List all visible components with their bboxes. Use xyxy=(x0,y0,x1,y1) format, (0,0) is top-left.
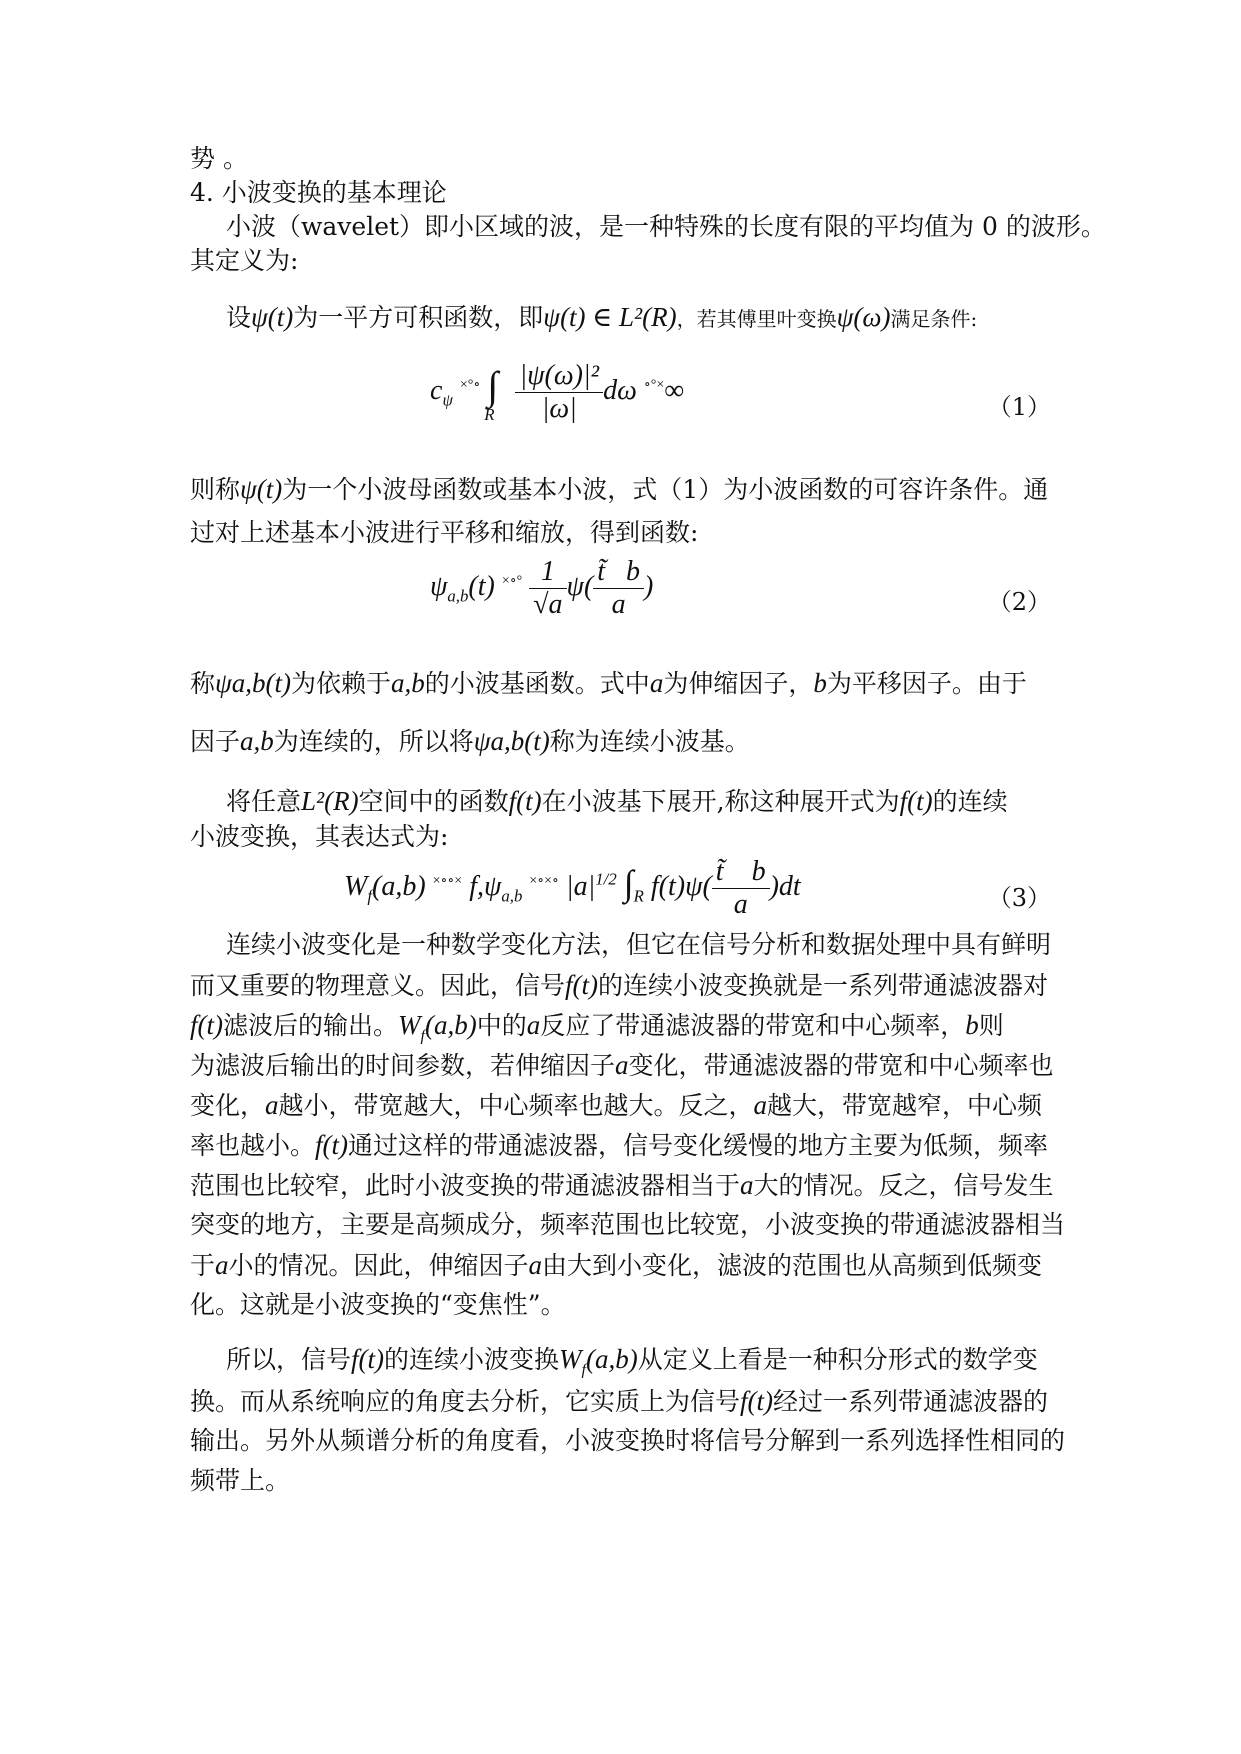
math-inline: a xyxy=(649,668,664,698)
math-inline: b xyxy=(813,668,827,698)
math-inline: f(t) xyxy=(351,1344,385,1374)
math-inline: f(t) xyxy=(740,1386,774,1416)
text-run: 的小波基函数。式中 xyxy=(424,669,650,698)
math-inline: f(t) xyxy=(315,1130,349,1160)
math-inline: L²(R) xyxy=(301,786,359,816)
paragraph-line xyxy=(190,1128,1050,1163)
math-inline: b xyxy=(965,1010,979,1040)
text-run: 率也越小。 xyxy=(190,1131,316,1160)
text-run: 的连续 xyxy=(932,787,1008,816)
eq-denominator: a xyxy=(733,889,748,920)
text-run: 变化，带通滤波器的带宽和中心频率也 xyxy=(628,1051,1054,1080)
text-run: 反应了带通滤波器的带宽和中心频率， xyxy=(540,1011,966,1040)
eq-function: ψ( xyxy=(566,570,594,602)
text-run: 所以，信号 xyxy=(226,1345,352,1374)
equation-number: （1） xyxy=(987,393,1051,421)
paragraph-line: 小波（wavelet）即小区域的波，是一种特殊的长度有限的平均值为 0 的波形。 xyxy=(226,212,1106,241)
math-inline: a xyxy=(265,1090,279,1120)
eq-numerator: 1 xyxy=(529,556,566,589)
eq-exponent: 1/2 xyxy=(595,869,617,889)
text-run: 由大到小变化，滤波的范围也从高频到低频变 xyxy=(542,1251,1043,1280)
equation-2: $\psi_{a,b}(t)$ ×∘° $\frac{1}{√a}$ ψ( $\frac{t̃ b}{a}$ ) xyxy=(430,556,654,620)
eq-argument: (a,b) xyxy=(372,870,426,902)
math-inline: ψa,b(t) xyxy=(215,668,292,698)
text-run: 为连续的，所以将 xyxy=(273,727,474,756)
equation-number: （3） xyxy=(987,884,1051,912)
text-run: 则称 xyxy=(190,475,241,504)
paragraph-line xyxy=(190,1248,1050,1283)
equation-1: $c_\psi$ ×°∘ $\int_R$ $\frac{\text{|ψ(ω)|²}}{|\omega|}$ dω ∘°×∞ xyxy=(430,360,685,424)
eq-denominator: a xyxy=(611,589,626,620)
text-run: 大的情况。反之，信号发生 xyxy=(753,1171,1054,1200)
text-run: 小的情况。因此，伸缩因子 xyxy=(228,1251,529,1280)
paragraph-line xyxy=(190,1168,1054,1203)
eq-inner-product: f,ψ xyxy=(469,870,502,902)
text-run: 空间中的函数 xyxy=(358,787,509,816)
text-run: 称为连续小波基。 xyxy=(549,727,750,756)
math-inline: ψa,b(t) xyxy=(473,726,550,756)
paragraph-fragment: 势 。 xyxy=(190,144,248,173)
paragraph-line xyxy=(190,724,1050,759)
text-run: 从定义上看是一种积分形式的数学变 xyxy=(637,1345,1038,1374)
paragraph-line xyxy=(226,1342,1086,1386)
text-run: 为一个小波母函数或基本小波，式（1）为小波函数的可容许条件。通 xyxy=(282,475,1049,504)
math-inline: ψ(t) xyxy=(251,302,294,332)
paragraph-line xyxy=(190,1048,1054,1083)
equation-number: （2） xyxy=(987,588,1051,616)
text-run: 变化， xyxy=(190,1091,266,1120)
math-inline: $W_f(a,b)$ xyxy=(398,1010,477,1045)
paragraph-line: 输出。另外从频谱分析的角度看，小波变换时将信号分解到一系列选择性相同的 xyxy=(190,1426,1066,1455)
eq-argument: (t) xyxy=(468,570,495,602)
eq-paren: ) xyxy=(644,570,654,602)
math-inline: ψ(t) xyxy=(240,474,283,504)
paragraph-line: 过对上述基本小波进行平移和缩放，得到函数: xyxy=(190,518,699,547)
text-run: 为伸缩因子， xyxy=(663,669,814,698)
text-run: 则 xyxy=(978,1011,1004,1040)
eq-symbol: c xyxy=(430,374,443,406)
paragraph-line xyxy=(190,1008,1050,1052)
paragraph-line xyxy=(226,300,1086,336)
eq-subscript: a,b xyxy=(447,586,469,606)
math-inline: ψ(ω) xyxy=(836,302,891,332)
math-inline: a xyxy=(753,1090,768,1120)
paragraph-line: 突变的地方，主要是高频成分，频率范围也比较宽，小波变换的带通滤波器相当 xyxy=(190,1210,1066,1239)
section-heading: 4. 小波变换的基本理论 xyxy=(190,178,447,207)
math-inline: a xyxy=(528,1250,543,1280)
text-run: 的连续小波变换 xyxy=(384,1345,560,1374)
eq-domain: R xyxy=(484,404,495,424)
text-run: 经过一系列带通滤波器的 xyxy=(773,1387,1049,1416)
eq-symbol: ψ xyxy=(430,570,448,602)
text-run: 的连续小波变换就是一系列带通滤波器对 xyxy=(598,971,1049,1000)
math-inline: a,b xyxy=(391,668,425,698)
paragraph-line xyxy=(190,1088,1050,1123)
math-inline: a xyxy=(526,1010,541,1040)
eq-domain: R xyxy=(633,886,644,906)
eq-subscript: ψ xyxy=(442,390,453,410)
eq-integrand: f(t)ψ( xyxy=(650,870,712,902)
eq-numerator: t̃ b xyxy=(712,856,770,889)
text-run: 范围也比较窄，此时小波变换的带通滤波器相当于 xyxy=(190,1171,741,1200)
math-inline: a xyxy=(215,1250,229,1280)
eq-symbol: W xyxy=(344,870,368,902)
eq-denominator: |ω| xyxy=(541,393,577,424)
eq-differential: )dt xyxy=(769,870,801,902)
math-inline: a xyxy=(615,1050,629,1080)
eq-denominator: √a xyxy=(533,589,563,620)
paragraph-line: 小波变换，其表达式为: xyxy=(190,822,449,851)
paragraph-line: 连续小波变化是一种数学变化方法，但它在信号分析和数据处理中具有鲜明 xyxy=(226,930,1052,959)
paragraph-line xyxy=(190,472,1050,507)
eq-abs: |a| xyxy=(565,870,596,902)
math-inline: f(t) xyxy=(899,786,933,816)
text-run: 设 xyxy=(226,303,252,332)
eq-subscript: a,b xyxy=(501,886,523,906)
paragraph-line: 频带上。 xyxy=(190,1466,291,1495)
text-run: 越小，带宽越大，中心频率也越大。反之， xyxy=(278,1091,754,1120)
math-inline: a,b xyxy=(240,726,274,756)
math-inline: f(t) xyxy=(508,786,542,816)
math-inline: f(t) xyxy=(565,970,599,1000)
text-run: 因子 xyxy=(190,727,241,756)
eq-numerator: t̃ b xyxy=(593,556,644,589)
eq-subscript: f xyxy=(367,886,372,906)
math-inline: $W_f(a,b)$ xyxy=(559,1344,638,1379)
math-inline: a xyxy=(740,1170,754,1200)
paragraph-line xyxy=(190,666,1050,701)
paragraph-line: 化。这就是小波变换的“变焦性”。 xyxy=(190,1290,566,1319)
eq-differential: dω xyxy=(603,374,637,406)
text-run: 将任意 xyxy=(226,787,302,816)
text-run: 滤波后的输出。 xyxy=(223,1011,399,1040)
text-run: 越大，带宽越窄，中心频 xyxy=(767,1091,1043,1120)
eq-infinity: ∞ xyxy=(664,374,685,406)
text-run: 通过这样的带通滤波器，信号变化缓慢的地方主要为低频，频率 xyxy=(348,1131,1049,1160)
text-run: 为平移因子。由于 xyxy=(826,669,1027,698)
eq-fraction xyxy=(593,556,644,621)
text-run: 而又重要的物理意义。因此，信号 xyxy=(190,971,566,1000)
text-run: 在小波基下展开,称这种展开式为 xyxy=(541,787,900,816)
text-run: 中的 xyxy=(476,1011,527,1040)
equation-3: $W_f(a,b)$ ×∘∘× $f,\psi_{a,b}$ ×∘×∘ $|a|^{1/2}$ $\int_R$ f(t)ψ( $\frac{t̃ b}{a}$ )dt xyxy=(344,856,801,920)
paragraph-line xyxy=(226,784,1086,819)
text-run: 于 xyxy=(190,1251,216,1280)
paragraph-line xyxy=(190,1384,1050,1419)
text-run: 满足条件: xyxy=(890,307,978,331)
eq-numerator: |ψ(ω)|² xyxy=(515,360,603,393)
text-run: 为滤波后输出的时间参数，若伸缩因子 xyxy=(190,1051,616,1080)
text-run: 为一平方可积函数，即 xyxy=(293,303,544,332)
text-run: 换。而从系统响应的角度去分析，它实质上为信号 xyxy=(190,1387,741,1416)
eq-fraction xyxy=(712,856,770,921)
text-run: 为依赖于 xyxy=(291,669,392,698)
eq-fraction xyxy=(529,556,566,621)
paragraph-line: 其定义为: xyxy=(190,246,299,275)
eq-fraction xyxy=(515,360,603,425)
paragraph-line xyxy=(190,968,1050,1003)
text-run: 称 xyxy=(190,669,216,698)
text-run: ，若其傅里叶变换 xyxy=(676,307,837,331)
math-inline: f(t) xyxy=(190,1010,223,1040)
math-inline: ψ(t) ∈ L²(R) xyxy=(543,302,677,332)
